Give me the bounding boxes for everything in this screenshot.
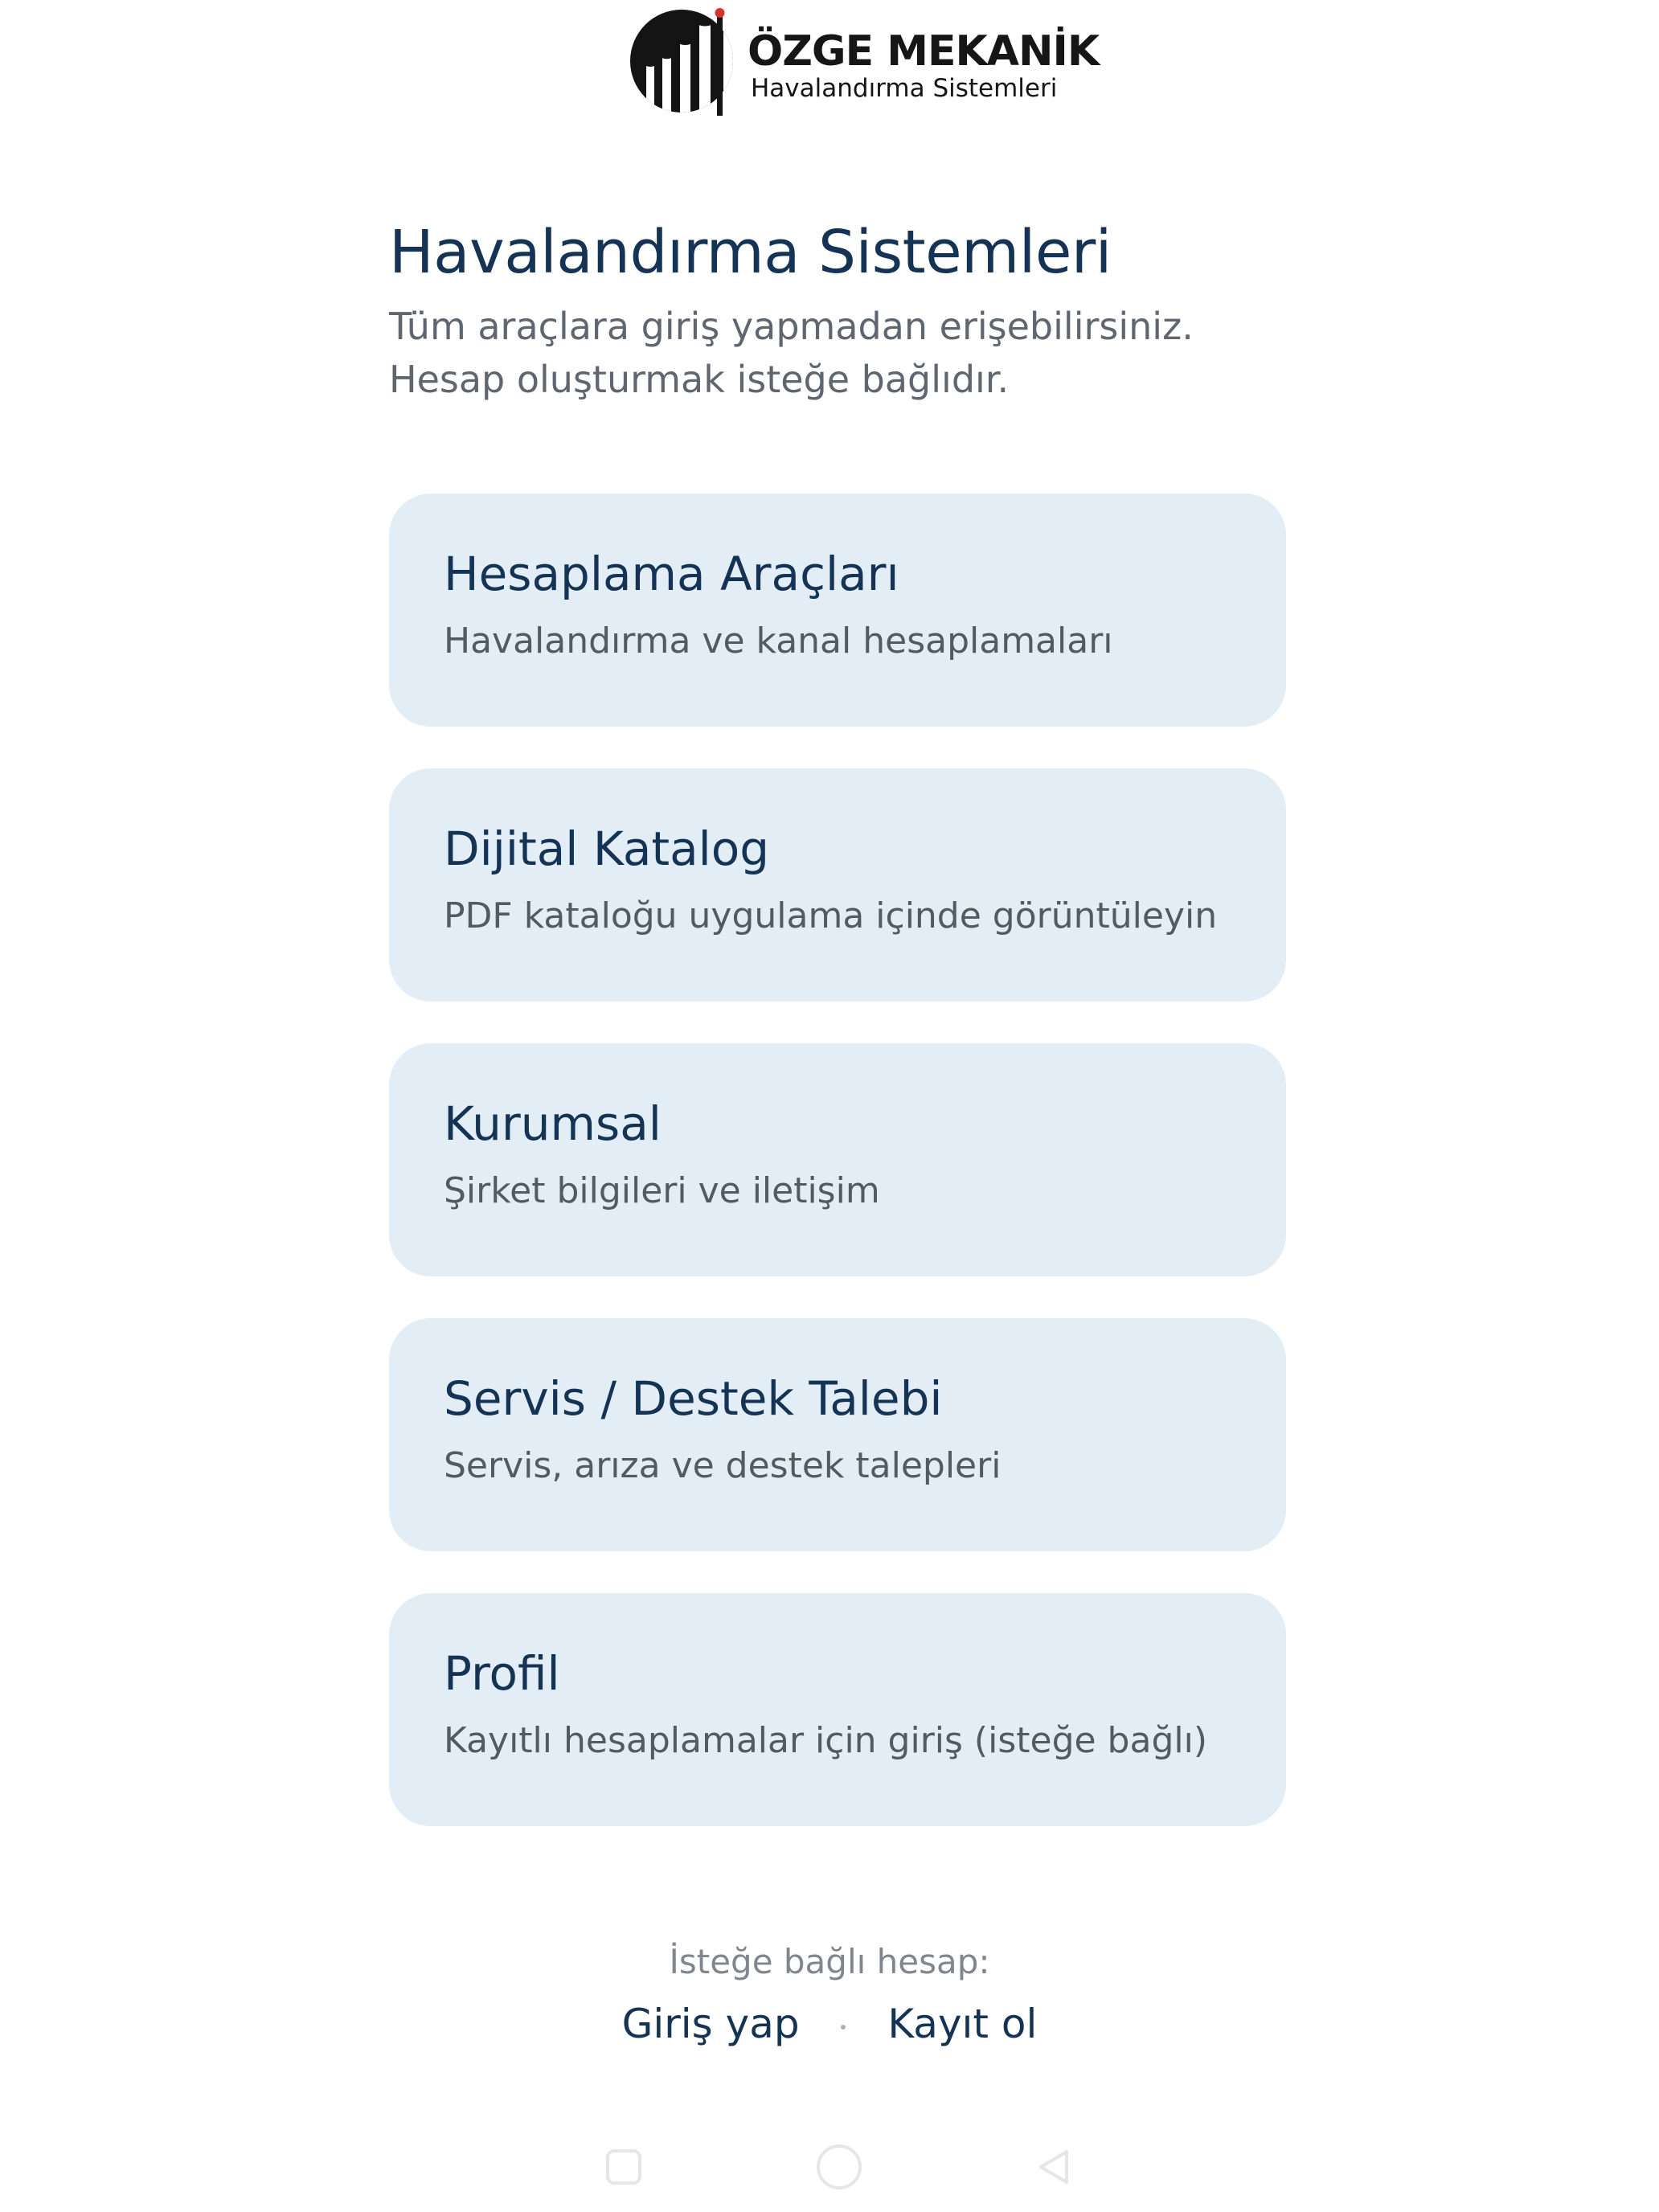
menu-card-title: Hesaplama Araçları — [444, 547, 899, 601]
page-title: Havalandırma Sistemleri — [389, 218, 1112, 287]
app-header — [0, 0, 1659, 129]
link-separator-dot — [841, 2025, 846, 2030]
menu-card-dijital-katalog[interactable] — [389, 768, 1286, 1002]
login-link[interactable]: Giriş yap — [621, 2001, 800, 2048]
menu-card-description: Servis, arıza ve destek talepleri — [444, 1444, 1002, 1486]
brand-tagline: Havalandırma Sistemleri — [751, 74, 1058, 103]
register-link[interactable]: Kayıt ol — [887, 2001, 1038, 2048]
home-button[interactable] — [791, 2122, 887, 2212]
menu-card-title: Profil — [444, 1646, 560, 1701]
account-label: İsteğe bağlı hesap: — [669, 1942, 990, 1981]
optional-account-section — [0, 1942, 1659, 2048]
duct-pipes-logo-icon — [629, 6, 738, 116]
intro-section — [389, 217, 1289, 407]
menu-card-description: Havalandırma ve kanal hesaplamaları — [444, 620, 1113, 662]
brand-logo — [629, 6, 1100, 119]
menu-card-hesaplama-araclari[interactable] — [389, 494, 1286, 727]
menu-card-description: Kayıtlı hesaplamalar için giriş (isteğe bağlı) — [444, 1719, 1207, 1761]
menu-card-kurumsal[interactable] — [389, 1043, 1286, 1276]
subtitle-line-1: Tüm araçlara giriş yapmadan erişebilirsiniz. — [389, 304, 1194, 348]
main-menu — [389, 494, 1286, 1868]
square-recents-icon — [604, 2147, 644, 2187]
circle-home-icon — [815, 2143, 863, 2191]
recents-button[interactable] — [576, 2122, 672, 2212]
brand-name: ÖZGE MEKANİK — [748, 27, 1100, 76]
account-links — [0, 2000, 1659, 2048]
page-subtitle — [389, 300, 1289, 407]
back-button[interactable] — [1006, 2122, 1103, 2212]
triangle-back-icon — [1033, 2145, 1076, 2189]
menu-card-title: Kurumsal — [444, 1096, 662, 1151]
subtitle-line-2: Hesap oluşturmak isteğe bağlıdır. — [389, 358, 1010, 402]
menu-card-servis-destek[interactable] — [389, 1318, 1286, 1551]
menu-card-description: Şirket bilgileri ve iletişim — [444, 1169, 880, 1211]
menu-card-description: PDF kataloğu uygulama içinde görüntüleyin — [444, 895, 1218, 936]
menu-card-profil[interactable] — [389, 1593, 1286, 1826]
menu-card-title: Dijital Katalog — [444, 821, 770, 876]
menu-card-title: Servis / Destek Talebi — [444, 1371, 943, 1426]
system-navigation-bar — [0, 2122, 1659, 2212]
